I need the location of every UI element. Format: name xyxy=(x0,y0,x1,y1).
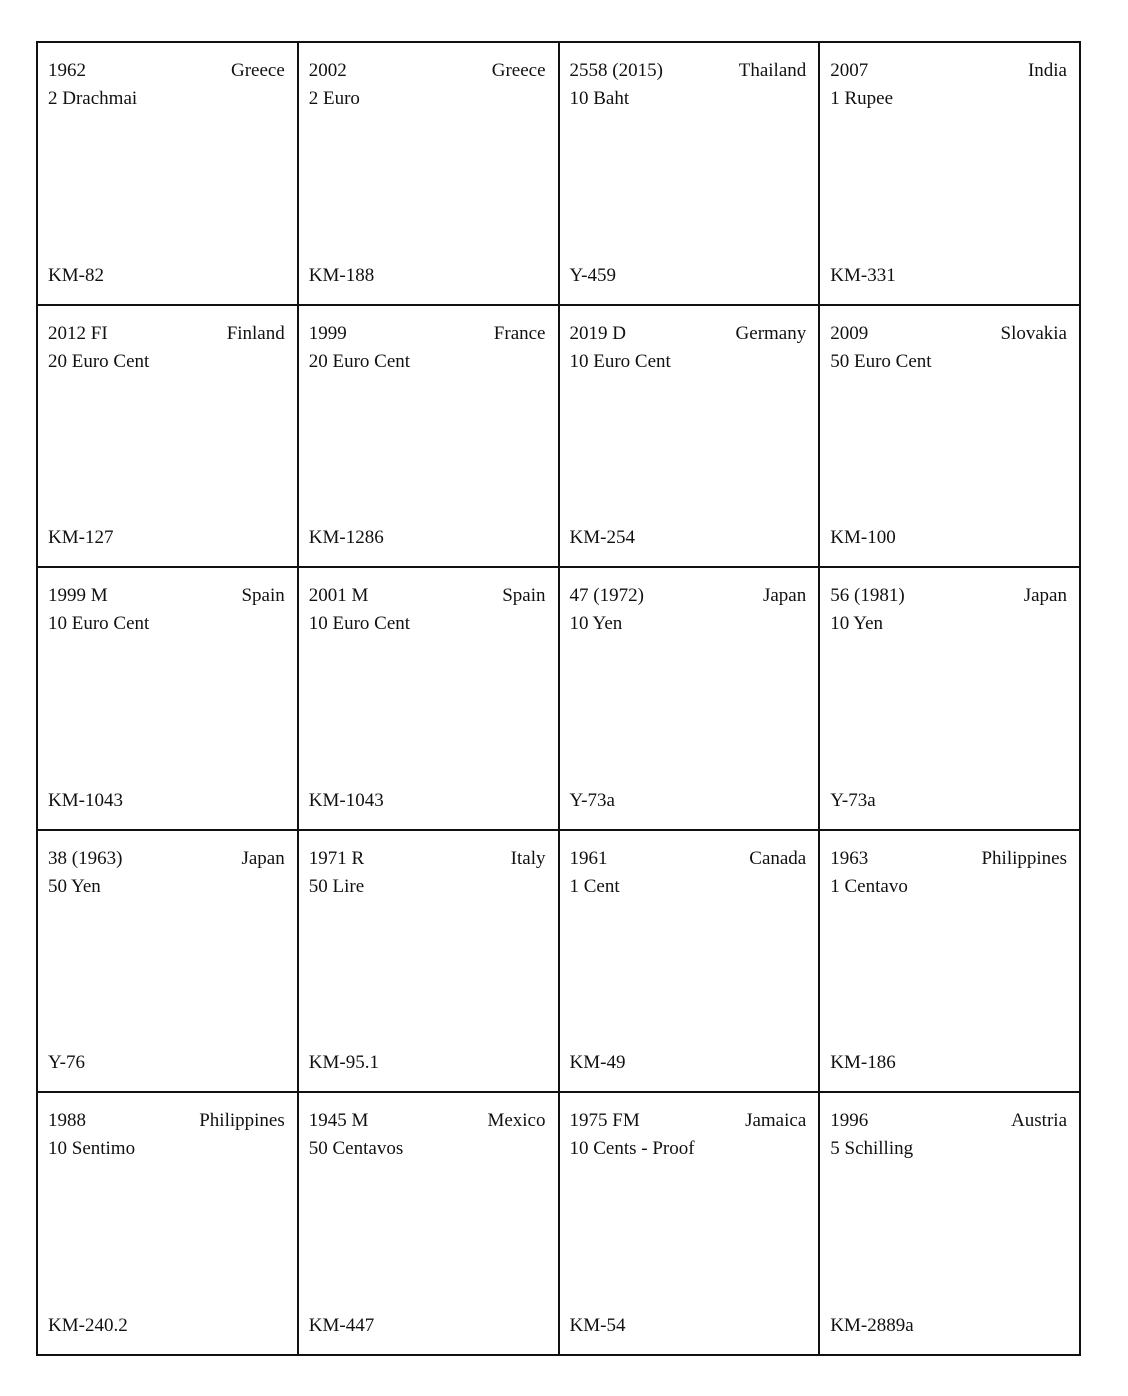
coin-country: Jamaica xyxy=(745,1110,807,1132)
coin-denomination: 10 Yen xyxy=(569,613,623,635)
coin-year: 2019 D xyxy=(569,322,626,344)
coin-label-cell xyxy=(560,43,821,306)
coin-year: 1971 R xyxy=(308,847,365,869)
coin-header xyxy=(309,845,546,873)
coin-country: Thailand xyxy=(738,60,807,81)
coin-label-cell xyxy=(560,831,821,1094)
coin-catalog-number: KM-1043 xyxy=(48,789,123,811)
coin-country: Germany xyxy=(735,322,807,344)
coin-country: Japan xyxy=(241,847,285,869)
coin-label-cell xyxy=(820,306,1081,569)
coin-country: France xyxy=(493,322,546,344)
coin-country: Slovakia xyxy=(1000,322,1067,344)
coin-denomination: 1 Rupee xyxy=(830,88,894,109)
coin-denomination: 1 Cent xyxy=(569,875,620,897)
coin-catalog-number: KM-2889a xyxy=(830,1315,914,1336)
coin-header xyxy=(570,57,807,85)
coin-country: Finland xyxy=(226,322,285,344)
coin-year: 1988 xyxy=(48,1110,86,1132)
coin-catalog-number: KM-95.1 xyxy=(308,1052,379,1074)
coin-header xyxy=(48,57,285,85)
coin-country: Spain xyxy=(241,585,285,607)
coin-denomination: 10 Sentimo xyxy=(48,1138,136,1160)
coin-label-cell xyxy=(560,306,821,569)
coin-year: 2009 xyxy=(830,322,869,344)
coin-catalog-number: Y-459 xyxy=(569,264,616,286)
coin-catalog-number: KM-82 xyxy=(48,264,104,286)
coin-year: 1945 M xyxy=(308,1110,369,1132)
coin-label-cell xyxy=(299,1093,560,1356)
coin-catalog-number: KM-1286 xyxy=(308,527,384,549)
coin-catalog-number: Y-73a xyxy=(830,789,876,811)
coin-label-cell xyxy=(820,43,1081,306)
coin-header xyxy=(48,845,285,873)
coin-header xyxy=(309,582,546,610)
coin-year: 2001 M xyxy=(308,585,369,607)
coin-denomination: 10 Euro Cent xyxy=(308,613,411,635)
coin-denomination: 10 Euro Cent xyxy=(48,613,150,635)
coin-denomination: 2 Drachmai xyxy=(48,88,138,109)
coin-year: 1975 FM xyxy=(569,1110,640,1132)
coin-catalog-number: KM-240.2 xyxy=(48,1315,128,1336)
coin-denomination: 20 Euro Cent xyxy=(308,350,411,372)
coin-header xyxy=(309,57,546,85)
coin-denomination: 2 Euro xyxy=(308,88,360,109)
coin-year: 1999 M xyxy=(48,585,108,607)
coin-catalog-number: KM-186 xyxy=(830,1052,896,1074)
coin-year: 47 (1972) xyxy=(569,585,644,607)
coin-label-cell xyxy=(560,1093,821,1356)
coin-denomination: 20 Euro Cent xyxy=(48,350,150,372)
coin-country: Mexico xyxy=(487,1110,546,1132)
coin-header xyxy=(830,845,1067,873)
coin-denomination: 10 Cents - Proof xyxy=(569,1138,695,1160)
coin-year: 1962 xyxy=(48,60,86,81)
coin-header xyxy=(48,1107,285,1135)
coin-denomination: 50 Lire xyxy=(308,875,365,897)
coin-label-cell xyxy=(560,568,821,831)
coin-label-cell xyxy=(38,1093,299,1356)
coin-catalog-number: KM-100 xyxy=(830,527,896,549)
coin-year: 1963 xyxy=(830,847,869,869)
coin-country: Philippines xyxy=(199,1110,285,1132)
coin-label-cell xyxy=(299,831,560,1094)
coin-year: 2002 xyxy=(308,60,347,81)
coin-year: 1996 xyxy=(830,1110,869,1132)
coin-year: 56 (1981) xyxy=(830,585,905,607)
coin-header xyxy=(48,320,285,348)
coin-year: 2007 xyxy=(830,60,869,81)
coin-year: 2558 (2015) xyxy=(569,60,663,81)
coin-header xyxy=(830,320,1067,348)
coin-label-grid xyxy=(36,41,1081,1356)
coin-catalog-number: KM-54 xyxy=(569,1315,626,1336)
coin-catalog-number: KM-331 xyxy=(830,264,896,286)
coin-catalog-number: Y-73a xyxy=(569,789,615,811)
coin-catalog-number: KM-447 xyxy=(308,1315,375,1336)
coin-year: 2012 FI xyxy=(48,322,108,344)
coin-country: Japan xyxy=(1023,585,1067,607)
coin-country: Greece xyxy=(491,60,546,81)
coin-catalog-number: KM-49 xyxy=(569,1052,626,1074)
coin-catalog-number: KM-188 xyxy=(308,264,375,286)
coin-header xyxy=(570,320,807,348)
coin-header xyxy=(309,320,546,348)
coin-denomination: 50 Yen xyxy=(48,875,101,897)
coin-label-cell xyxy=(299,306,560,569)
coin-denomination: 5 Schilling xyxy=(830,1138,914,1160)
coin-label-cell xyxy=(820,1093,1081,1356)
coin-country: Greece xyxy=(230,60,285,81)
coin-denomination: 10 Yen xyxy=(830,613,884,635)
coin-label-cell xyxy=(38,43,299,306)
coin-header xyxy=(570,582,807,610)
coin-label-cell xyxy=(820,568,1081,831)
coin-country: Japan xyxy=(762,585,807,607)
coin-label-cell xyxy=(820,831,1081,1094)
coin-denomination: 50 Euro Cent xyxy=(830,350,932,372)
coin-catalog-number: Y-76 xyxy=(48,1052,85,1074)
coin-label-cell xyxy=(299,43,560,306)
coin-denomination: 10 Baht xyxy=(569,88,630,109)
coin-country: Spain xyxy=(502,585,546,607)
coin-year: 1961 xyxy=(569,847,608,869)
coin-label-cell xyxy=(38,831,299,1094)
coin-catalog-number: KM-1043 xyxy=(308,789,384,811)
coin-denomination: 50 Centavos xyxy=(308,1138,404,1160)
coin-header xyxy=(309,1107,546,1135)
coin-header xyxy=(830,57,1067,85)
coin-catalog-number: KM-254 xyxy=(569,527,635,549)
coin-country: Philippines xyxy=(981,847,1067,869)
coin-country: Italy xyxy=(510,847,546,869)
coin-header xyxy=(830,1107,1067,1135)
coin-country: Canada xyxy=(749,847,807,869)
coin-country: India xyxy=(1027,60,1067,81)
coin-label-cell xyxy=(38,568,299,831)
coin-year: 38 (1963) xyxy=(48,847,123,869)
coin-year: 1999 xyxy=(308,322,347,344)
coin-country: Austria xyxy=(1011,1110,1067,1132)
coin-header xyxy=(570,845,807,873)
coin-denomination: 1 Centavo xyxy=(830,875,908,897)
coin-header xyxy=(48,582,285,610)
coin-header xyxy=(570,1107,807,1135)
coin-label-cell xyxy=(38,306,299,569)
coin-label-cell xyxy=(299,568,560,831)
coin-header xyxy=(830,582,1067,610)
coin-denomination: 10 Euro Cent xyxy=(569,350,671,372)
coin-catalog-number: KM-127 xyxy=(48,527,114,549)
